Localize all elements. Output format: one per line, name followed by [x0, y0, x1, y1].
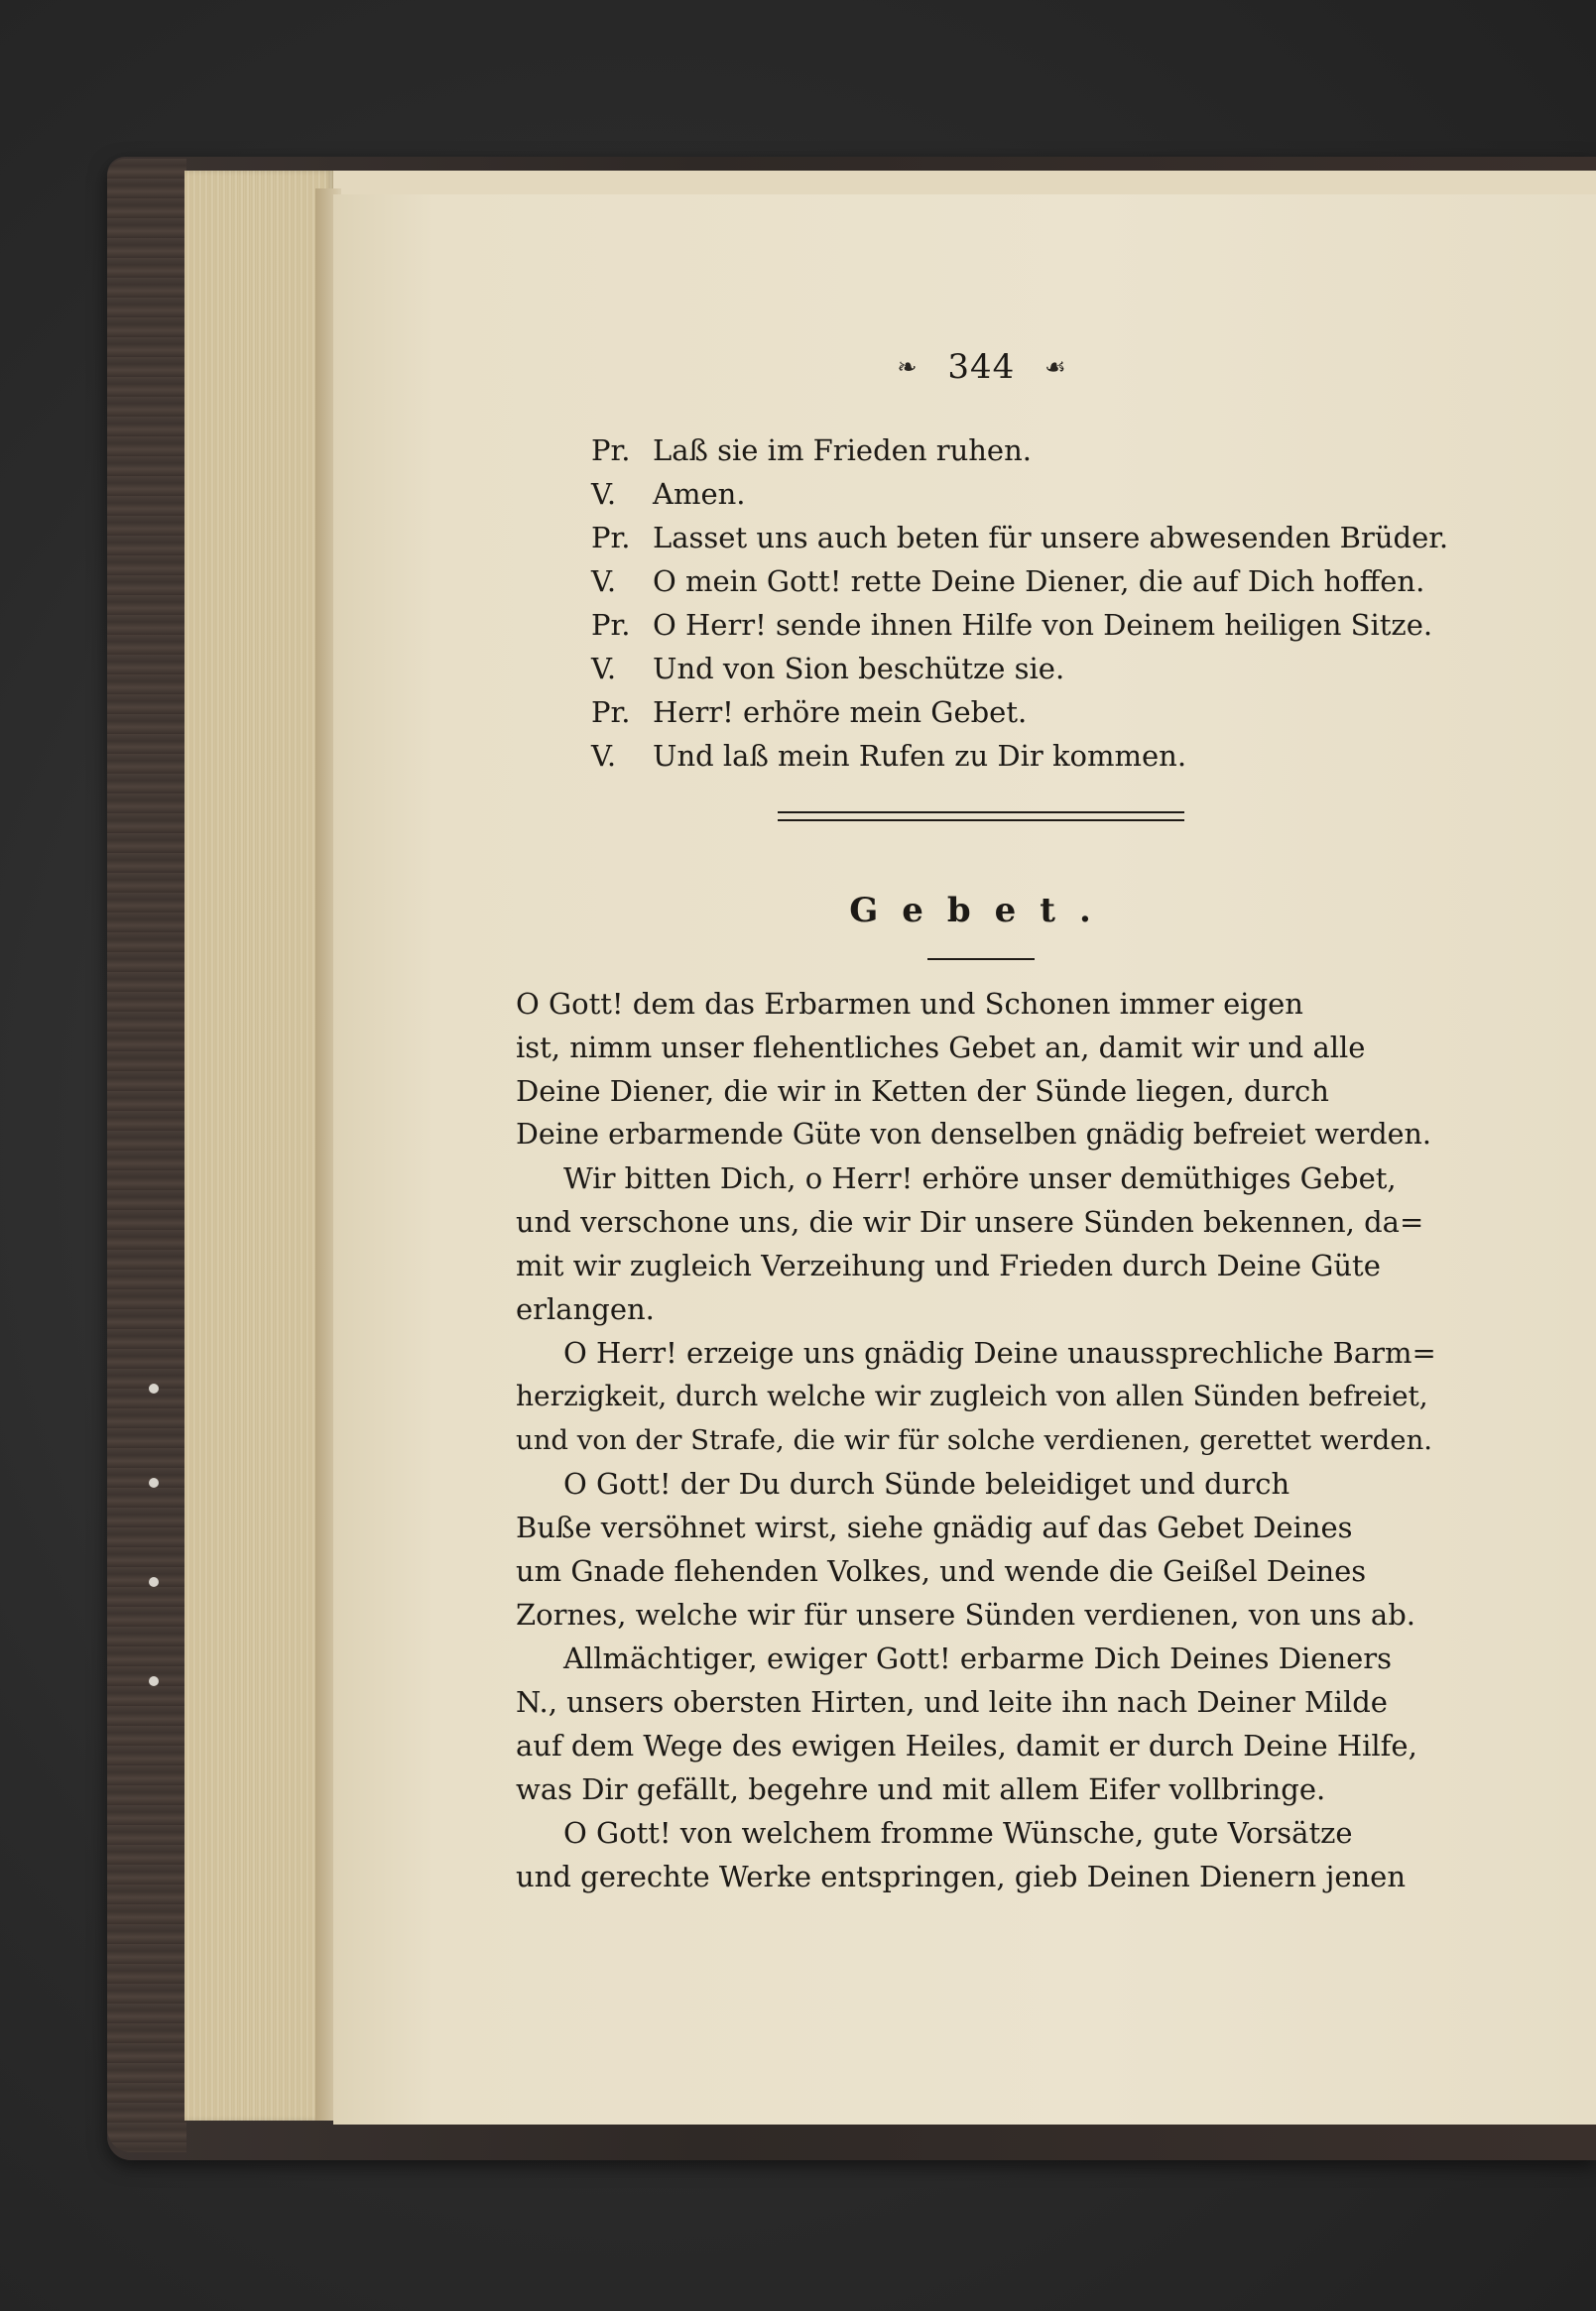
page-edges	[184, 171, 333, 2121]
response-text: Lasset uns auch beten für unsere abwesenden Brüder.	[653, 521, 1449, 554]
response-speaker: V.	[591, 652, 617, 685]
spine-dot	[149, 1384, 159, 1394]
prayer-line: Allmächtiger, ewiger Gott! erbarme Dich Deines Dieners	[563, 1642, 1393, 1675]
response-line	[591, 474, 746, 514]
response-text: O Herr! sende ihnen Hilfe von Deinem heiligen Sitze.	[653, 608, 1433, 642]
ornament-left-icon: ❧	[897, 353, 919, 381]
response-text: O mein Gott! rette Deine Diener, die auf Dich hoffen.	[653, 564, 1425, 598]
response-text: Laß sie im Frieden ruhen.	[653, 433, 1032, 467]
prayer-line: O Gott! von welchem fromme Wünsche, gute Vorsätze	[563, 1816, 1353, 1850]
book-cover-edge	[107, 159, 186, 2152]
response-text: Herr! erhöre mein Gebet.	[653, 695, 1028, 729]
prayer-line: herzigkeit, durch welche wir zugleich von allen Sünden befreiet,	[516, 1380, 1428, 1412]
prayer-line: Buße versöhnet wirst, siehe gnädig auf das Gebet Deines	[516, 1511, 1353, 1544]
response-speaker: V.	[591, 564, 617, 598]
page-number: 344	[947, 347, 1016, 387]
prayer-line: Wir bitten Dich, o Herr! erhöre unser demüthiges Gebet,	[563, 1161, 1397, 1195]
response-text: Amen.	[653, 477, 746, 511]
prayer-line: und gerechte Werke entspringen, gieb Deinen Dienern jenen	[516, 1860, 1407, 1893]
prayer-line: N., unsers obersten Hirten, und leite ihn nach Deiner Milde	[516, 1685, 1388, 1719]
double-rule-bottom	[778, 819, 1184, 821]
prayer-line: und von der Strafe, die wir für solche verdienen, gerettet werden.	[516, 1424, 1433, 1456]
prayer-line: mit wir zugleich Verzeihung und Frieden durch Deine Güte	[516, 1249, 1381, 1282]
section-heading: Gebet.	[849, 891, 1115, 930]
ornament-right-icon: ☙	[1044, 353, 1067, 381]
spine-dot	[149, 1478, 159, 1488]
response-line	[591, 605, 1432, 645]
prayer-line: auf dem Wege des ewigen Heiles, damit er durch Deine Hilfe,	[516, 1729, 1417, 1763]
prayer-line: ist, nimm unser flehentliches Gebet an, damit wir und alle	[516, 1031, 1366, 1064]
response-speaker: Pr.	[591, 433, 631, 467]
spine-dot	[149, 1577, 159, 1587]
response-text: Und laß mein Rufen zu Dir kommen.	[653, 739, 1187, 773]
heading-underline	[927, 958, 1035, 960]
response-speaker: Pr.	[591, 695, 631, 729]
page-header	[516, 345, 1448, 385]
response-speaker: Pr.	[591, 608, 631, 642]
response-text: Und von Sion beschütze sie.	[653, 652, 1065, 685]
prayer-line: um Gnade flehenden Volkes, und wende die Geißel Deines	[516, 1554, 1367, 1588]
prayer-line: O Herr! erzeige uns gnädig Deine unaussprechliche Barm=	[563, 1336, 1436, 1370]
prayer-line: und verschone uns, die wir Dir unsere Sünden bekennen, da=	[516, 1205, 1424, 1239]
prayer-line: Zornes, welche wir für unsere Sünden verdienen, von uns ab.	[516, 1598, 1415, 1632]
prayer-line: was Dir gefällt, begehre und mit allem Eifer vollbringe.	[516, 1772, 1326, 1806]
response-line	[591, 561, 1424, 601]
prayer-line: O Gott! dem das Erbarmen und Schonen immer eigen	[516, 987, 1303, 1021]
response-speaker: V.	[591, 739, 617, 773]
response-line	[591, 649, 1064, 688]
double-rule-top	[778, 811, 1184, 813]
response-line	[591, 518, 1448, 557]
response-speaker: V.	[591, 477, 617, 511]
response-speaker: Pr.	[591, 521, 631, 554]
response-line	[591, 736, 1186, 776]
prayer-line: Deine Diener, die wir in Ketten der Sünde liegen, durch	[516, 1074, 1329, 1108]
response-line	[591, 692, 1027, 732]
prayer-line: erlangen.	[516, 1292, 655, 1326]
response-line	[591, 430, 1032, 470]
prayer-line: O Gott! der Du durch Sünde beleidiget und durch	[563, 1467, 1290, 1501]
spine-dot	[149, 1676, 159, 1686]
prayer-line: Deine erbarmende Güte von denselben gnädig befreiet werden.	[516, 1118, 1431, 1151]
